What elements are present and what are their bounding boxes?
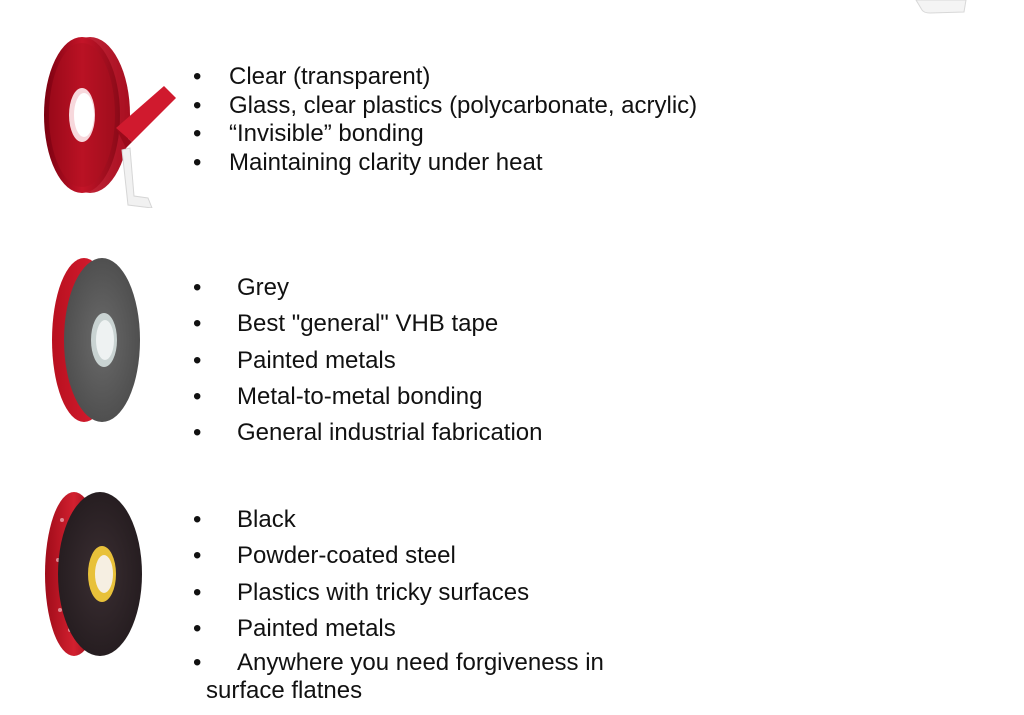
bullet-icon: •	[193, 506, 202, 533]
black-tape-features-list	[193, 504, 707, 705]
bullet-icon: •	[193, 310, 202, 338]
bullet-icon: •	[193, 274, 202, 301]
black-tape-roll-image	[44, 490, 148, 660]
list-item: • Grey	[193, 272, 543, 308]
bullet-icon: •	[193, 91, 202, 119]
list-item: • Powder-coated steel	[193, 540, 707, 576]
list-item-text-line2: surface flatnes	[206, 677, 363, 705]
bullet-icon: •	[193, 649, 202, 677]
clear-tape-roll-image	[44, 30, 184, 208]
bullet-icon: •	[193, 614, 202, 642]
list-item: • General industrial fabrication	[193, 417, 543, 453]
bullet-icon: •	[193, 63, 202, 90]
list-item: • Painted metals	[193, 613, 707, 649]
bullet-icon: •	[193, 382, 202, 410]
list-item-text-line1: Anywhere you need forgiveness in	[237, 649, 604, 677]
list-item: • Maintaining clarity under heat	[193, 148, 543, 176]
list-item: • Glass, clear plastics (polycarbonate, acrylic)	[193, 91, 698, 119]
bullet-icon: •	[193, 346, 202, 374]
list-item: • Black	[193, 504, 707, 540]
list-item: • Best "general" VHB tape	[193, 308, 543, 344]
bullet-icon: •	[193, 542, 202, 570]
list-item: • Metal-to-metal bonding	[193, 381, 543, 417]
list-item: • Clear (transparent)	[193, 63, 431, 90]
grey-tape-features-list	[193, 272, 543, 453]
bullet-icon: •	[193, 419, 202, 447]
list-item: • Painted metals	[193, 345, 543, 381]
clear-tape-features-list	[193, 63, 697, 177]
bullet-icon: •	[193, 578, 202, 606]
list-item: • Plastics with tricky surfaces	[193, 577, 707, 613]
grey-tape-roll-image	[50, 256, 146, 426]
decorative-tape-tab	[914, 0, 974, 21]
bullet-icon: •	[193, 120, 202, 147]
list-item: • “Invisible” bonding	[193, 120, 424, 147]
bullet-icon: •	[193, 148, 202, 176]
list-item	[193, 649, 707, 705]
